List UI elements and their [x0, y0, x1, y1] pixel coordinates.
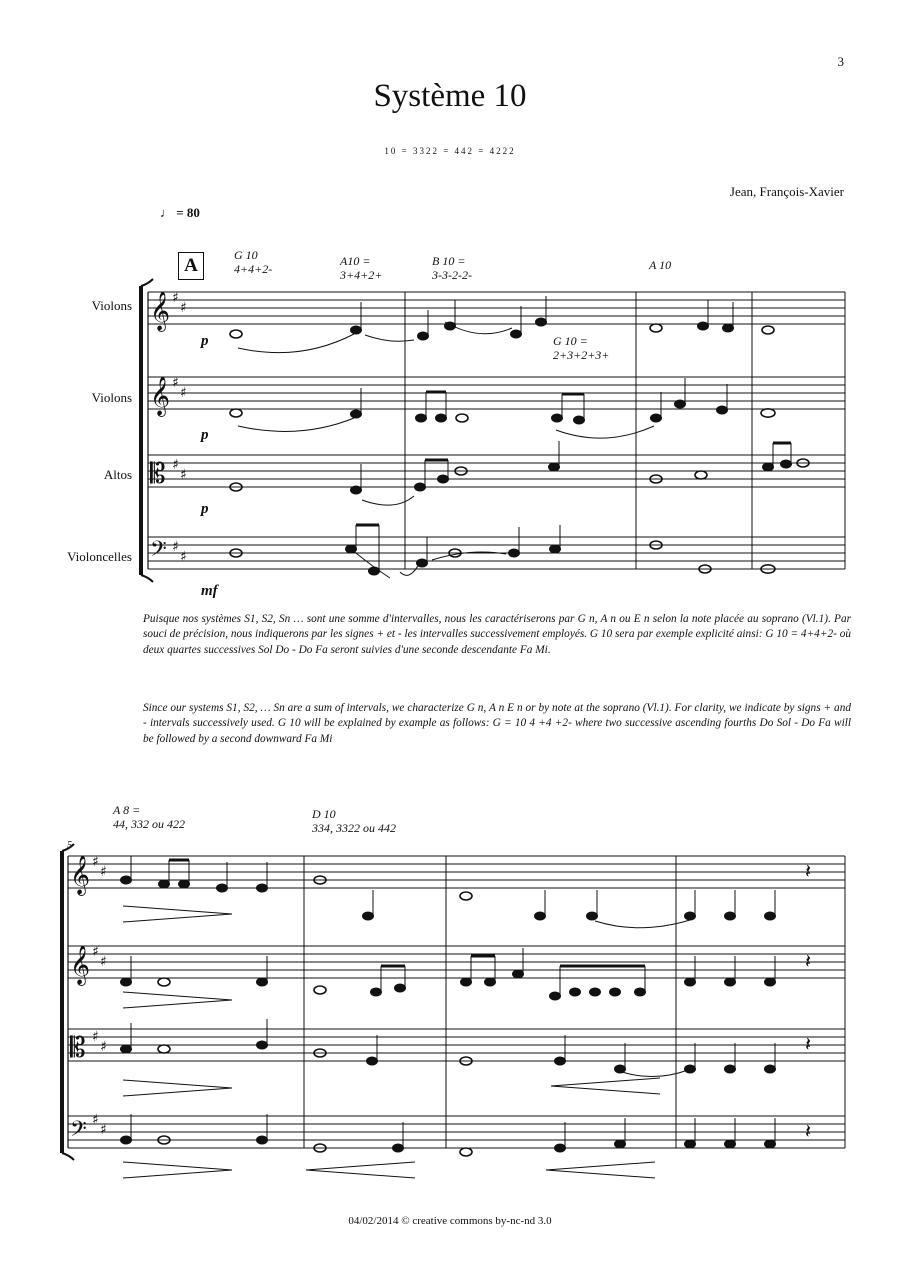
svg-text:♯: ♯ — [100, 1039, 107, 1055]
svg-text:𝄞: 𝄞 — [150, 376, 171, 416]
svg-text:𝄞: 𝄞 — [150, 291, 171, 331]
staff-violins-2 — [148, 377, 845, 409]
svg-text:𝄽: 𝄽 — [805, 859, 812, 883]
page-number: 3 — [837, 54, 844, 69]
svg-text:𝄞: 𝄞 — [70, 855, 91, 895]
svg-text:♯: ♯ — [92, 944, 99, 960]
french-paragraph: Puisque nos systèmes S1, S2, Sn … sont une somme d'intervalles, nous les caractériserons par G n, A n ou E n selon la note placée au soprano (Vl.1). Par souci de précision, nous indiquerons par les signes + et - les intervalles successivement employés. G 10 sera par exemple explicité ainsi: G 10 = 4+4+2- où deux quartes successives Sol Do - Do Fa seront suivies d'une seconde descendante Fa Mi. — [143, 613, 851, 656]
svg-text:♯: ♯ — [172, 375, 179, 391]
interval-annotation: D 10 334, 3322 ou 442 — [312, 807, 396, 835]
staff-altos — [148, 455, 845, 487]
interval-annotation: A 10 — [649, 258, 672, 272]
dynamic-marking: p — [201, 427, 209, 443]
svg-text:♯: ♯ — [100, 864, 107, 880]
svg-text:𝄡: 𝄡 — [70, 1031, 86, 1064]
english-paragraph: Since our systems S1, S2, … Sn are a sum of intervals, we characterize G n, A n E n or by note at the soprano (Vl.1). For clarity, we indicate by signs + and - intervals successively used. G 10 will be explained by example as follows: G = 10 4 +4 +2- where two successive ascending fourths Do Sol - Do Fa will be followed by a second downward Fa Mi — [143, 702, 851, 745]
svg-text:♯: ♯ — [172, 457, 179, 473]
composer-name: Jean, François-Xavier — [729, 184, 844, 199]
svg-text:♯: ♯ — [180, 549, 187, 565]
staff-violins-1 — [148, 292, 845, 324]
svg-text:♯: ♯ — [92, 1112, 99, 1128]
subtitle-formula: 10 = 3322 = 442 = 4222 — [384, 146, 516, 156]
svg-text:♯: ♯ — [92, 854, 99, 870]
svg-text:♯: ♯ — [180, 467, 187, 483]
footer-license: 04/02/2014 © creative commons by-nc-nd 3.0 — [348, 1215, 552, 1227]
svg-text:♯: ♯ — [92, 1029, 99, 1045]
svg-text:♯: ♯ — [172, 539, 179, 555]
dynamic-marking: p — [201, 501, 209, 517]
svg-text:𝄡: 𝄡 — [150, 457, 166, 490]
svg-text:𝄞: 𝄞 — [70, 945, 91, 985]
page-title: Système 10 — [373, 78, 527, 114]
interval-annotation: G 10 = 2+3+2+3+ — [553, 334, 610, 362]
svg-text:♯: ♯ — [180, 385, 187, 401]
measure-number: 5 — [67, 840, 72, 851]
quarter-note-icon: ♩ — [160, 205, 173, 220]
svg-text:♯: ♯ — [100, 954, 107, 970]
dynamic-marking: p — [201, 333, 209, 349]
svg-text:𝄢: 𝄢 — [70, 1117, 87, 1147]
staff-2-altos — [68, 1029, 845, 1061]
instrument-label: Violons — [91, 298, 132, 313]
instrument-label: Altos — [103, 467, 132, 482]
interval-annotation: A 8 = 44, 332 ou 422 — [113, 803, 185, 831]
svg-text:𝄽: 𝄽 — [805, 1119, 812, 1143]
staff-2-violins-2 — [68, 946, 845, 978]
tempo-value: = 80 — [176, 205, 200, 220]
svg-text:♯: ♯ — [172, 290, 179, 306]
svg-text:♯: ♯ — [100, 1122, 107, 1138]
svg-text:𝄽: 𝄽 — [805, 1032, 812, 1056]
instrument-label: Violoncelles — [67, 549, 132, 564]
svg-text:♯: ♯ — [180, 300, 187, 316]
dynamic-marking: mf — [201, 583, 218, 599]
instrument-label: Violons — [91, 390, 132, 405]
rehearsal-mark: A — [178, 252, 204, 280]
interval-annotation: B 10 = 3-3-2-2- — [432, 254, 472, 282]
svg-text:𝄢: 𝄢 — [150, 537, 167, 567]
svg-text:𝄽: 𝄽 — [805, 949, 812, 973]
interval-annotation: A10 = 3+4+2+ — [340, 254, 383, 282]
interval-annotation: G 10 4+4+2- — [234, 248, 273, 276]
